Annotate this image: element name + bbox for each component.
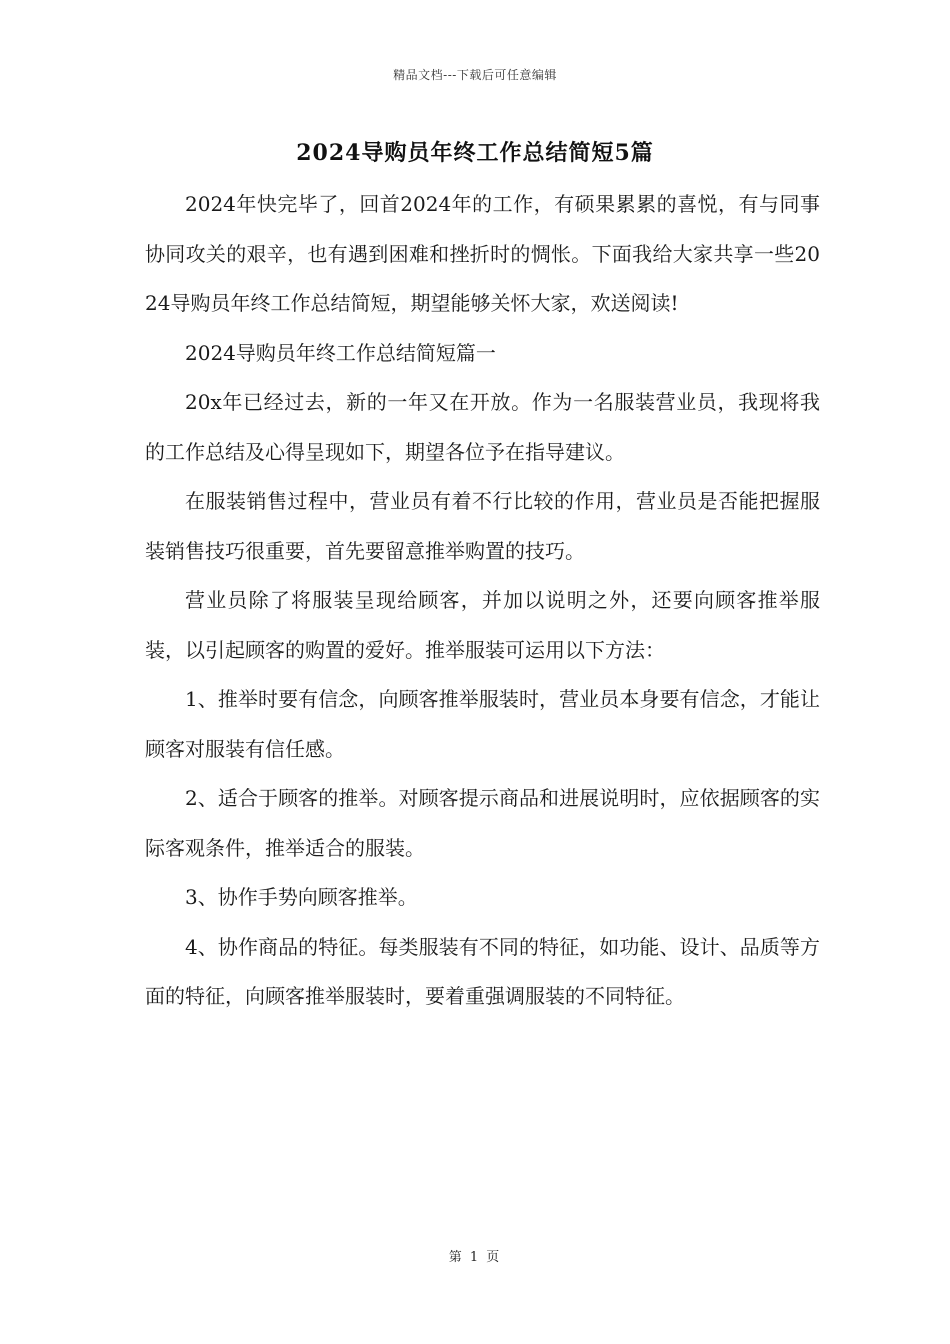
- list-item: 3、协作手势向顾客推举。: [185, 885, 418, 909]
- paragraph: 营业员除了将服装呈现给顾客，并加以说明之外，还要向顾客推举服装，以引起顾客的购置的爱好。推举服装可运用以下方法：: [145, 588, 820, 662]
- document-title: 2024导购员年终工作总结简短5篇: [296, 140, 654, 166]
- paragraph: 在服装销售过程中，营业员有着不行比较的作用，营业员是否能把握服装销售技巧很重要，首先要留意推举购置的技巧。: [145, 489, 820, 563]
- paragraph: 20x年已经过去，新的一年又在开放。作为一名服装营业员，我现将我的工作总结及心得呈现如下，期望各位予在指导建议。: [145, 390, 820, 464]
- page-header: 精品文档---下载后可任意编辑: [393, 68, 557, 82]
- list-item: 1、推举时要有信念，向顾客推举服装时，营业员本身要有信念，才能让顾客对服装有信任感。: [145, 687, 820, 761]
- paragraph-intro: 2024年快完毕了，回首2024年的工作，有硕果累累的喜悦，有与同事协同攻关的艰辛，也有遇到困难和挫折时的惆怅。下面我给大家共享一些2024导购员年终工作总结简短，期望能够关怀大家，欢送阅读!: [145, 192, 820, 315]
- list-item: 2、适合于顾客的推举。对顾客提示商品和进展说明时，应依据顾客的实际客观条件，推举适合的服装。: [145, 786, 820, 860]
- page-number: 第 1 页: [448, 1250, 502, 1265]
- list-item: 4、协作商品的特征。每类服装有不同的特征，如功能、设计、品质等方面的特征，向顾客推举服装时，要着重强调服装的不同特征。: [145, 934, 820, 1008]
- section-heading: 2024导购员年终工作总结简短篇一: [185, 340, 496, 365]
- document-body: [145, 180, 820, 1022]
